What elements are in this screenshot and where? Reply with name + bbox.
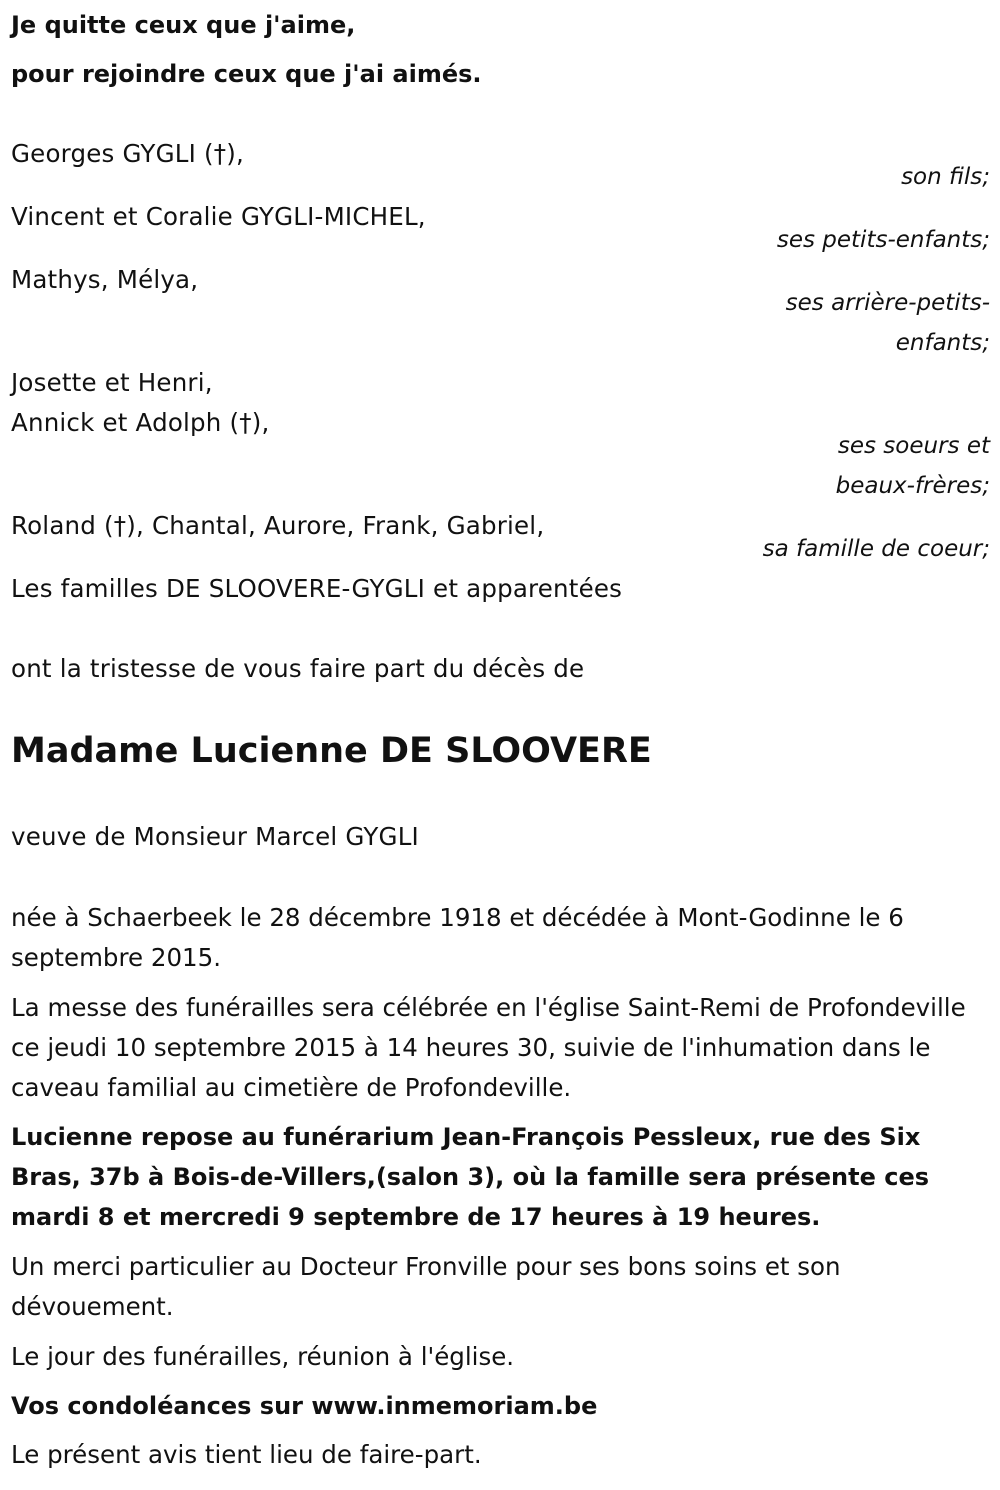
family-heart-name: Roland (†), Chantal, Aurore, Frank, Gabriel, [11,511,545,540]
epigraph-line-1: Je quitte ceux que j'aime, [11,11,356,39]
family-son-name: Georges GYGLI (†), [11,139,245,168]
family-great-grandchildren-name: Mathys, Mélya, [11,265,199,294]
family-grandchildren-role: ses petits-enfants; [776,227,990,253]
family-siblings-role-line-1: ses soeurs et [837,433,990,459]
family-siblings-name-line-2: Annick et Adolph (†), [11,408,270,437]
family-great-grandchildren-role-line-1: ses arrière-petits- [785,290,990,316]
family-great-grandchildren-role-line-2: enfants; [895,330,990,356]
deceased-name: Madame Lucienne DE SLOOVERE [11,731,652,771]
family-siblings-role-line-2: beaux-frères; [835,473,990,499]
thanks-paragraph: Un merci particulier au Docteur Fronville pour ses bons soins et son dévouement. [11,1252,841,1321]
widow-of-text: veuve de Monsieur Marcel GYGLI [11,822,419,851]
family-son-role: son fils; [901,164,990,190]
birth-death-paragraph: née à Schaerbeek le 28 décembre 1918 et décédée à Mont-Godinne le 6 septembre 2015. [11,903,904,972]
notice-paragraph: Le présent avis tient lieu de faire-part. [11,1440,482,1469]
family-grandchildren-name: Vincent et Coralie GYGLI-MICHEL, [11,202,426,231]
funeral-mass-paragraph: La messe des funérailles sera célébrée en l'église Saint-Remi de Profondeville ce jeudi 10 septembre 2015 à 14 heures 30, suivie de l'inhumation dans le caveau familial au cimetière de Profondeville. [11,993,966,1102]
visitation-paragraph: Lucienne repose au funérarium Jean-François Pessleux, rue des Six Bras, 37b à Bois-de-Villers,(salon 3), où la famille sera présente ces mardi 8 et mercredi 9 septembre de 17 heures à 19 heures. [11,1123,930,1231]
announcement-text: ont la tristesse de vous faire part du décès de [11,654,585,683]
condolences-link-text: Vos condoléances sur www.inmemoriam.be [11,1392,598,1420]
epigraph-line-2: pour rejoindre ceux que j'ai aimés. [11,60,482,88]
family-heart-role: sa famille de coeur; [762,536,990,562]
family-siblings-name-line-1: Josette et Henri, [11,368,213,397]
meeting-paragraph: Le jour des funérailles, réunion à l'église. [11,1342,515,1371]
family-related-name: Les familles DE SLOOVERE-GYGLI et apparentées [11,574,623,603]
